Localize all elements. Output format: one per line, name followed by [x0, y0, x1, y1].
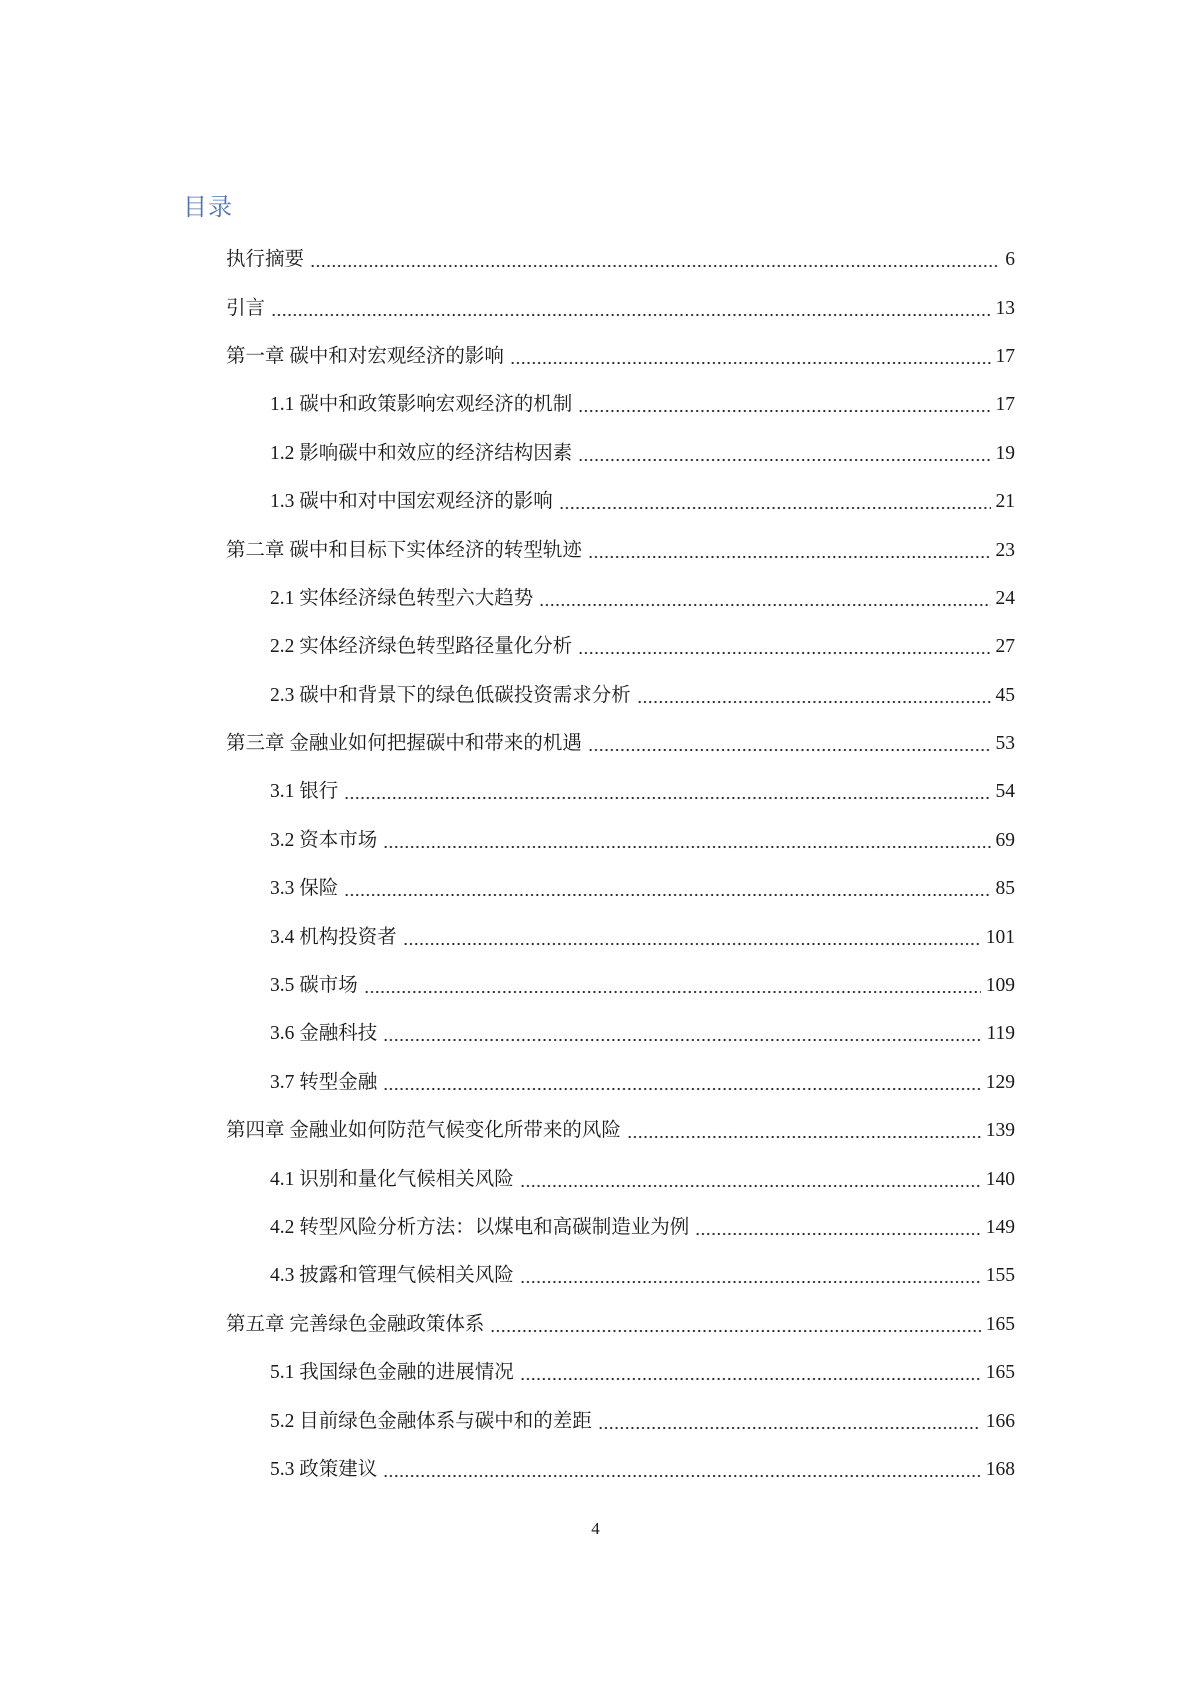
toc-entry-section-4-1[interactable]	[226, 1155, 1015, 1203]
dot-leader	[588, 540, 991, 562]
dot-leader	[627, 1120, 981, 1142]
toc-entry-label: 3.1 银行	[270, 781, 339, 803]
toc-entry-label: 4.2 转型风险分析方法：以煤电和高碳制造业为例	[270, 1217, 690, 1238]
toc-entry-label: 2.2 实体经济绿色转型路径量化分析	[270, 636, 573, 658]
dot-leader	[490, 1314, 980, 1336]
dot-leader	[559, 491, 991, 513]
toc-title: 目录	[183, 195, 233, 221]
toc-entry-label: 1.3 碳中和对中国宏观经济的影响	[270, 491, 553, 513]
toc-entry-label: 3.6 金融科技	[270, 1023, 378, 1045]
toc-entry-page: 69	[995, 829, 1015, 851]
table-of-contents	[226, 236, 1015, 1494]
toc-entry-section-3-4[interactable]	[226, 913, 1015, 961]
toc-entry-label: 3.5 碳市场	[270, 975, 358, 997]
toc-entry-section-2-3[interactable]	[226, 672, 1015, 720]
toc-entry-label: 3.4 机构投资者	[270, 926, 397, 948]
toc-entry-section-4-3[interactable]	[226, 1252, 1015, 1300]
dot-leader	[637, 685, 991, 707]
toc-entry-label: 3.2 资本市场	[270, 829, 378, 851]
dot-leader	[578, 394, 990, 416]
toc-entry-section-2-1[interactable]	[226, 575, 1015, 623]
toc-entry-page: 45	[995, 684, 1015, 706]
toc-entry-section-3-1[interactable]	[226, 768, 1015, 816]
toc-entry-section-1-3[interactable]	[226, 478, 1015, 526]
toc-entry-section-3-6[interactable]	[226, 1010, 1015, 1058]
dot-leader	[383, 1023, 981, 1045]
dot-leader	[578, 443, 990, 465]
toc-entry-chapter-2[interactable]	[226, 526, 1015, 574]
toc-entry-label: 4.3 披露和管理气候相关风险	[270, 1265, 514, 1287]
dot-leader	[383, 1072, 980, 1094]
dot-leader	[520, 1265, 981, 1287]
toc-entry-section-3-5[interactable]	[226, 962, 1015, 1010]
toc-entry-chapter-1[interactable]	[226, 333, 1015, 381]
toc-entry-page: 27	[995, 636, 1015, 658]
toc-entry-label: 第三章 金融业如何把握碳中和带来的机遇	[226, 733, 582, 755]
dot-leader	[403, 927, 981, 949]
toc-entry-page: 129	[985, 1071, 1015, 1093]
dot-leader	[520, 1169, 981, 1191]
dot-leader	[539, 588, 990, 610]
toc-entry-page: 54	[995, 781, 1015, 803]
toc-entry-page: 139	[985, 1120, 1015, 1142]
toc-entry-page: 24	[995, 587, 1015, 609]
toc-entry-label: 4.1 识别和量化气候相关风险	[270, 1168, 514, 1190]
toc-entry-label: 1.2 影响碳中和效应的经济结构因素	[270, 442, 573, 464]
toc-entry-chapter-5[interactable]	[226, 1301, 1015, 1349]
toc-entry-page: 101	[985, 926, 1015, 948]
dot-leader	[588, 733, 991, 755]
dot-leader	[510, 346, 991, 368]
dot-leader	[383, 1459, 980, 1481]
toc-entry-label: 5.3 政策建议	[270, 1458, 378, 1480]
page-number: 4	[591, 1519, 600, 1538]
dot-leader	[271, 298, 990, 320]
toc-entry-page: 85	[995, 878, 1015, 900]
toc-entry-section-3-3[interactable]	[226, 865, 1015, 913]
toc-entry-page: 19	[995, 442, 1015, 464]
toc-entry-page: 17	[995, 394, 1015, 416]
toc-entry-label: 5.1 我国绿色金融的进展情况	[270, 1362, 514, 1384]
toc-entry-page: 165	[985, 1362, 1015, 1384]
toc-entry-executive-summary[interactable]	[226, 236, 1015, 284]
toc-entry-label: 第五章 完善绿色金融政策体系	[226, 1313, 485, 1335]
toc-entry-section-2-2[interactable]	[226, 623, 1015, 671]
toc-entry-section-5-2[interactable]	[226, 1397, 1015, 1445]
toc-entry-page: 6	[1005, 249, 1015, 271]
toc-entry-section-3-2[interactable]	[226, 817, 1015, 865]
dot-leader	[598, 1411, 981, 1433]
toc-entry-section-3-7[interactable]	[226, 1059, 1015, 1107]
toc-entry-section-5-3[interactable]	[226, 1446, 1015, 1494]
dot-leader	[344, 878, 990, 900]
toc-entry-section-1-2[interactable]	[226, 430, 1015, 478]
toc-entry-page: 166	[985, 1410, 1015, 1432]
toc-entry-label: 第二章 碳中和目标下实体经济的转型轨迹	[226, 539, 582, 561]
dot-leader	[695, 1217, 980, 1239]
toc-entry-label: 5.2 目前绿色金融体系与碳中和的差距	[270, 1410, 592, 1432]
toc-entry-page: 23	[995, 539, 1015, 561]
toc-entry-label: 2.3 碳中和背景下的绿色低碳投资需求分析	[270, 684, 631, 706]
toc-entry-page: 119	[986, 1023, 1015, 1045]
toc-entry-label: 第四章 金融业如何防范气候变化所带来的风险	[226, 1120, 621, 1142]
dot-leader	[578, 636, 990, 658]
toc-entry-label: 1.1 碳中和政策影响宏观经济的机制	[270, 394, 573, 416]
toc-entry-label: 执行摘要	[226, 249, 305, 271]
toc-entry-page: 155	[985, 1265, 1015, 1287]
toc-entry-section-5-1[interactable]	[226, 1349, 1015, 1397]
dot-leader	[364, 975, 981, 997]
toc-entry-section-4-2[interactable]	[226, 1204, 1015, 1252]
toc-entry-section-1-1[interactable]	[226, 381, 1015, 429]
toc-entry-label: 引言	[226, 297, 266, 319]
dot-leader	[383, 830, 990, 852]
toc-entry-page: 53	[995, 733, 1015, 755]
toc-entry-chapter-3[interactable]	[226, 720, 1015, 768]
toc-entry-page: 13	[995, 297, 1015, 319]
toc-entry-label: 第一章 碳中和对宏观经济的影响	[226, 345, 504, 367]
dot-leader	[344, 781, 990, 803]
toc-entry-label: 3.3 保险	[270, 878, 339, 900]
toc-entry-chapter-4[interactable]	[226, 1107, 1015, 1155]
toc-entry-page: 21	[995, 491, 1015, 513]
toc-entry-page: 165	[985, 1313, 1015, 1335]
dot-leader	[310, 249, 1000, 271]
dot-leader	[520, 1362, 981, 1384]
toc-entry-page: 140	[985, 1168, 1015, 1190]
toc-entry-page: 109	[985, 975, 1015, 997]
toc-entry-label: 3.7 转型金融	[270, 1071, 378, 1093]
toc-entry-page: 149	[985, 1217, 1015, 1238]
toc-entry-page: 168	[985, 1458, 1015, 1480]
toc-entry-label: 2.1 实体经济绿色转型六大趋势	[270, 587, 534, 609]
toc-entry-introduction[interactable]	[226, 284, 1015, 332]
toc-entry-page: 17	[995, 345, 1015, 367]
